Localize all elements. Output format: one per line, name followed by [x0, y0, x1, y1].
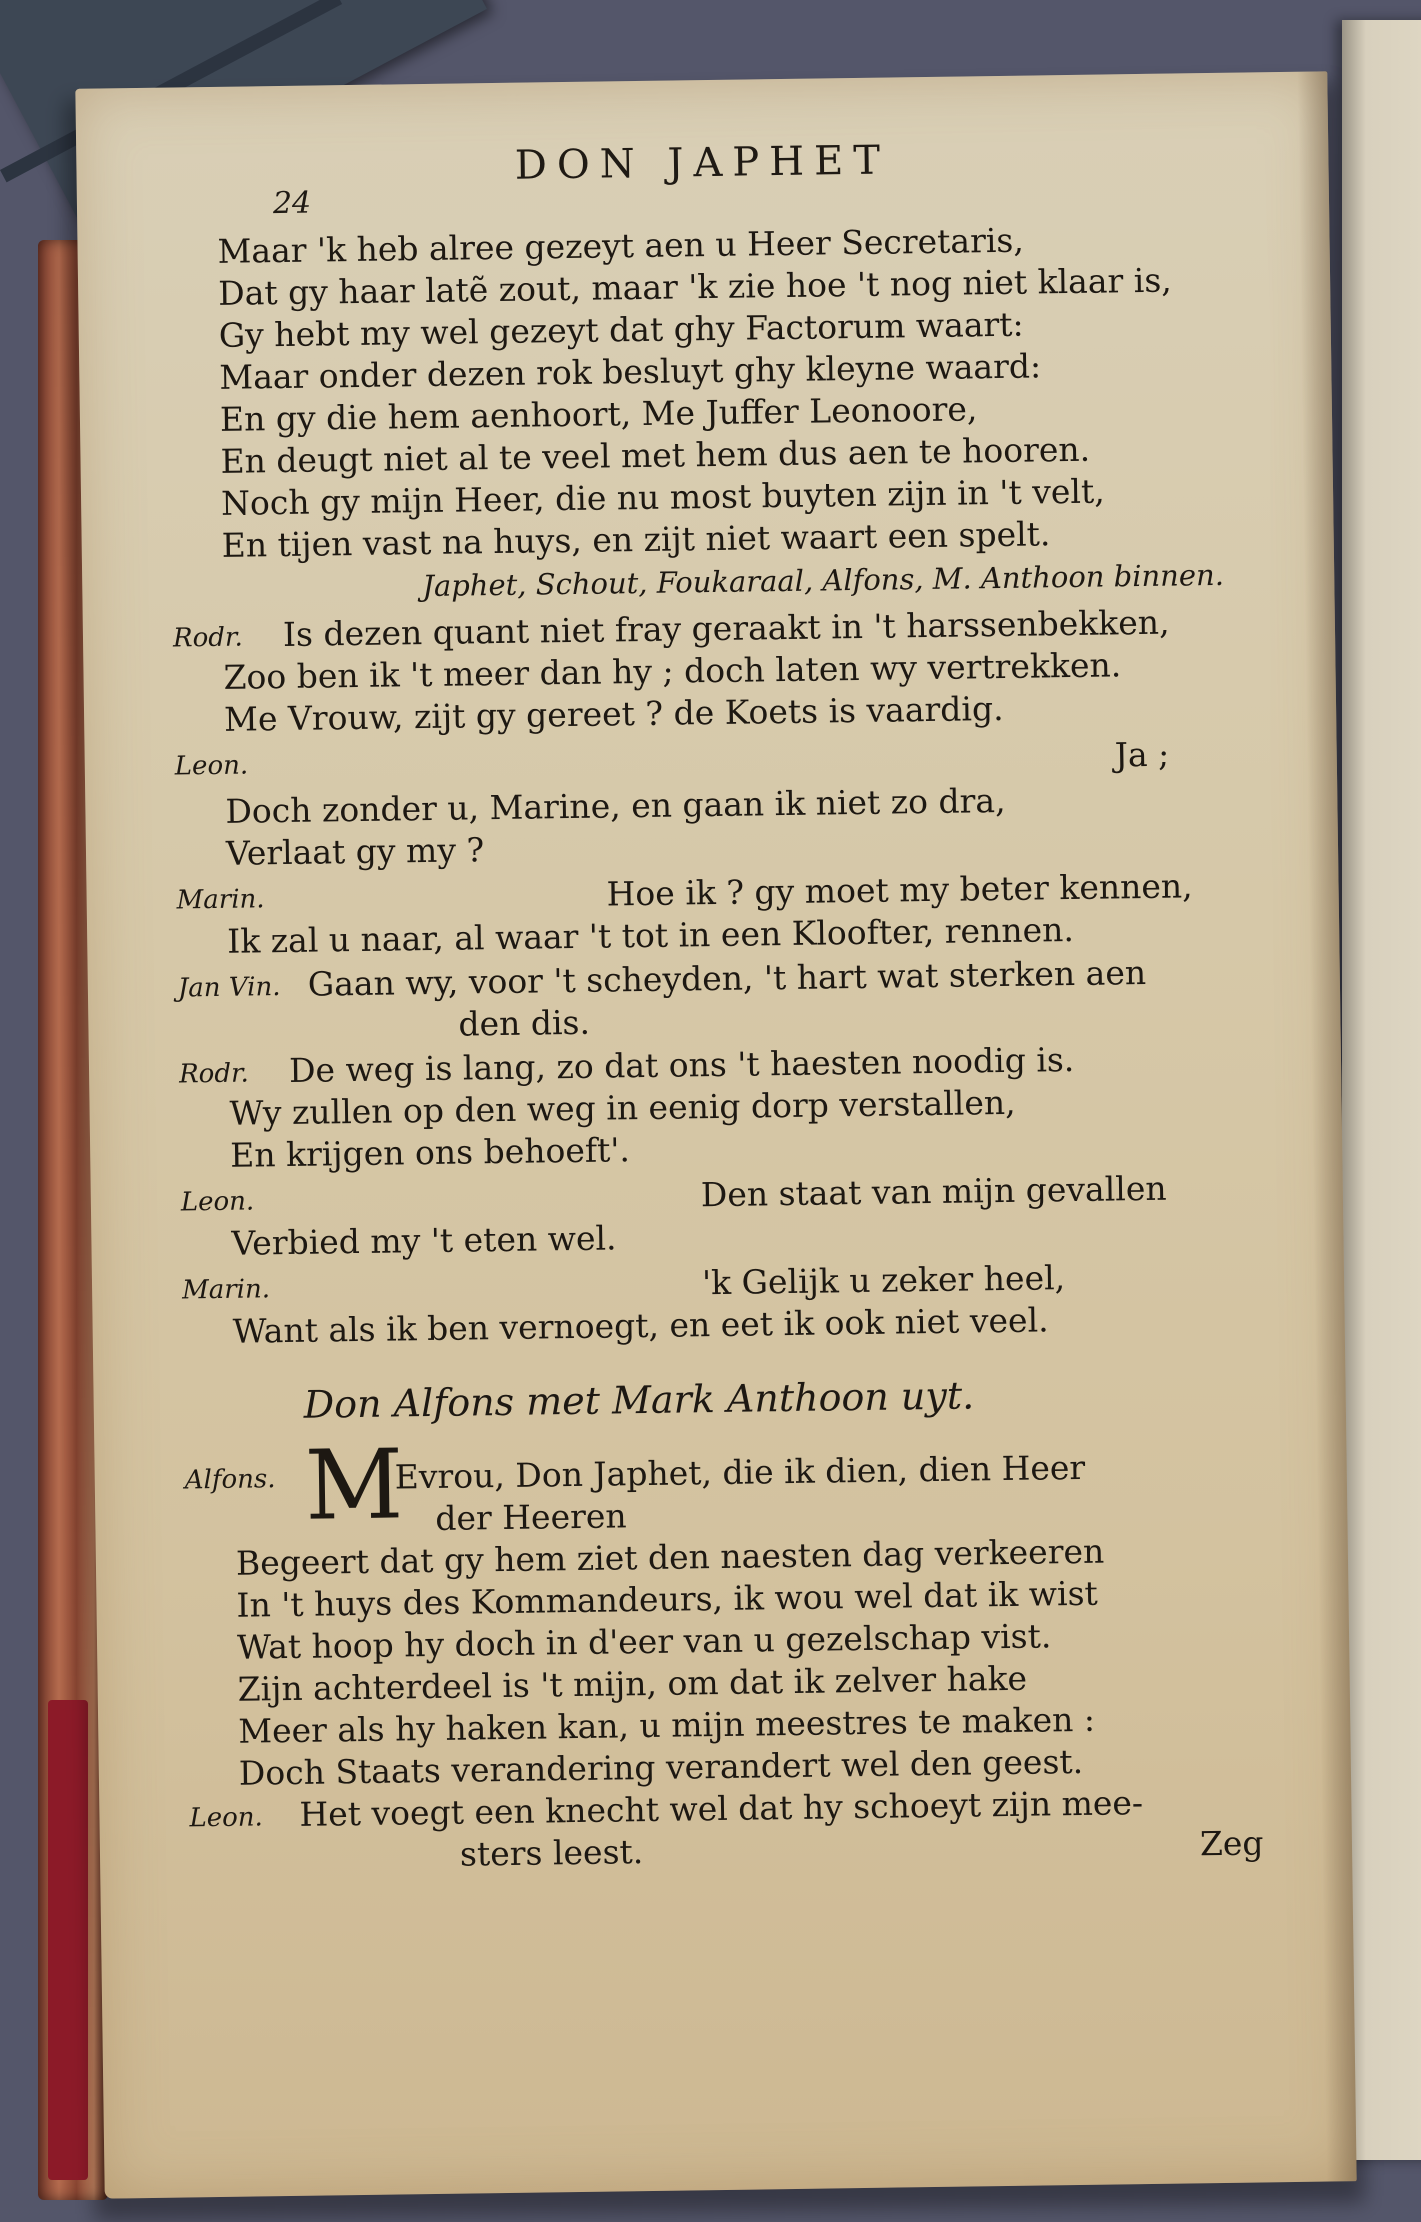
book-page	[75, 71, 1356, 2198]
text-line: Ik zal u naar, al waar 't tot in een Kloofter, rennen.	[226, 909, 1075, 961]
text-line: Wat hoop hy doch in d'eer van u gezelschap vist.	[236, 1616, 1052, 1667]
text-line: 'k Gelijk u zeker heel,	[701, 1258, 1066, 1303]
text-line: Meer als hy haken kan, u mijn meestres te maken :	[238, 1699, 1096, 1751]
speaker-label: Leon.	[180, 1186, 255, 1218]
text-line: den dis.	[458, 1002, 591, 1044]
text-line: Zoo ben ik 't meer dan hy ; doch laten wy vertrekken.	[223, 645, 1122, 697]
text-line: En gy die hem aenhoort, Me Juffer Leonoore,	[219, 389, 978, 439]
text-line: Verlaat gy my ?	[225, 830, 485, 873]
stage-direction: Japhet, Schout, Foukaraal, Alfons, M. Anthoon binnen.	[422, 557, 1225, 604]
text-line: Ja ;	[1114, 734, 1170, 775]
text-line: De weg is lang, zo dat ons 't haesten noodig is.	[288, 1039, 1075, 1090]
text-line: Doch Staats verandering verandert wel den geest.	[238, 1741, 1084, 1793]
binding-red-ribbon	[48, 1700, 88, 2180]
page-text	[75, 71, 1356, 2198]
scene-heading: Don Alfons met Mark Anthoon uyt.	[303, 1373, 975, 1427]
catchword: Zeg	[1199, 1823, 1264, 1864]
text-line: Den staat van mijn gevallen	[700, 1168, 1167, 1215]
text-line: Gy hebt my wel gezeyt dat ghy Factorum waart:	[218, 304, 1024, 355]
text-line: En tijen vast na huys, en zijt niet waart een spelt.	[221, 514, 1051, 565]
text-line: Is dezen quant niet fray geraakt in 't harssenbekken,	[282, 602, 1170, 654]
text-line: Het voegt een knecht wel dat hy schoeyt zijn mee-	[299, 1783, 1144, 1834]
speaker-label: Marin.	[176, 884, 265, 916]
text-line: Zijn achterdeel is 't mijn, om dat ik zelver hake	[237, 1658, 1028, 1709]
page-number: 24	[272, 185, 312, 222]
text-line: Noch gy mijn Heer, die nu most buyten zijn in 't velt,	[220, 471, 1105, 523]
speaker-label: Alfons.	[184, 1464, 276, 1496]
text-line: Gaan wy, voor 't scheyden, 't hart wat sterken aen	[307, 952, 1147, 1004]
speaker-label: Jan Vin.	[177, 972, 281, 1004]
text-line: Want als ik ben vernoegt, en eet ik ook niet veel.	[232, 1300, 1049, 1351]
text-line: Verbied my 't eten wel.	[231, 1218, 617, 1263]
speaker-label: Leon.	[174, 750, 249, 782]
text-line: En krijgen ons behoeft'.	[229, 1130, 631, 1175]
text-line: Maar 'k heb alree gezeyt aen u Heer Secretaris,	[217, 220, 1025, 271]
running-head: DON JAPHET	[514, 137, 891, 189]
drop-capital: M	[304, 1428, 404, 1542]
speaker-label: Rodr.	[178, 1058, 250, 1090]
text-line: Wy zullen op den weg in eenig dorp verstallen,	[229, 1082, 1016, 1133]
text-line: Doch zonder u, Marine, en gaan ik niet zo dra,	[225, 780, 1006, 831]
text-line: En deugt niet al te veel met hem dus aen te hooren.	[220, 429, 1091, 481]
text-line: In 't huys des Kommandeurs, ik wou wel dat ik wist	[236, 1573, 1099, 1625]
text-line: Evrou, Don Japhet, die ik dien, dien Heer	[394, 1447, 1086, 1497]
text-line: Begeert dat gy hem ziet den naesten dag verkeeren	[235, 1531, 1105, 1583]
speaker-label: Marin.	[181, 1274, 271, 1306]
speaker-label: Rodr.	[172, 622, 243, 654]
text-line: Maar onder dezen rok besluyt ghy kleyne waard:	[219, 346, 1042, 397]
speaker-label: Leon.	[189, 1802, 264, 1834]
text-line: Me Vrouw, zijt gy gereet ? de Koets is vaardig.	[223, 688, 1004, 739]
right-page-edge	[1342, 20, 1421, 2160]
text-line: Dat gy haar latẽ zout, maar 'k zie hoe 't nog niet klaar is,	[217, 260, 1173, 313]
text-line: Hoe ik ? gy moet my beter kennen,	[606, 866, 1193, 914]
text-line: der Heeren	[435, 1496, 627, 1538]
text-line: sters leest.	[459, 1832, 644, 1874]
